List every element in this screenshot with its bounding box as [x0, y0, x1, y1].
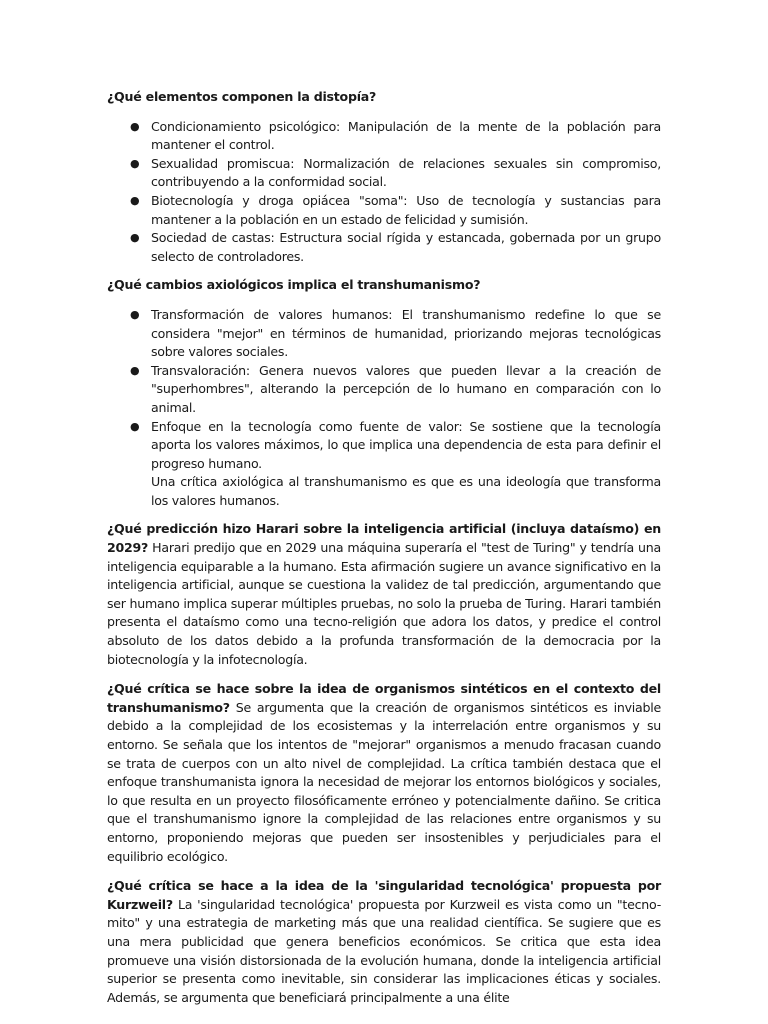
qa-question: ¿Qué crítica se hace sobre la idea de organismos sintéticos en el contexto del transhumanismo? [107, 681, 661, 715]
qa-paragraph-harari [107, 520, 661, 669]
list-item [107, 418, 661, 511]
bullet-icon: ● [130, 156, 140, 170]
section-heading: ¿Qué cambios axiológicos implica el transhumanismo? [107, 277, 481, 293]
bullet-icon: ● [130, 363, 140, 377]
list-item [107, 362, 661, 418]
list-item [107, 192, 661, 229]
list-item [107, 306, 661, 362]
list-item-text: Enfoque en la tecnología como fuente de valor: Se sostiene que la tecnología aporta los valores máximos, lo que implica una dependencia de esta para definir el progreso humano. [151, 418, 661, 471]
section-transhumanismo [107, 276, 661, 510]
qa-answer: Se argumenta que la creación de organismos sintéticos es inviable debido a la complejidad de los ecosistemas y la interrelación entre organismos y su entorno. Se señala que los intentos de "mejorar" organismos a menudo fracasan cuando se trata de cuerpos con un alto nivel de complejidad. La crítica también destaca que el enfoque transhumanista ignora la necesidad de mejorar los entornos biológicos y sociales, lo que resulta en un proyecto filosóficamente erróneo y potencialmente dañino. Se critica que el transhumanismo ignore la complejidad de las relaciones entre organismos y su entorno, proponiendo mejoras que pueden ser insostenibles y perjudiciales para el equilibrio ecológico. [107, 699, 661, 864]
bullet-icon: ● [130, 231, 140, 245]
list-item-text: Sociedad de castas: Estructura social rígida y estancada, gobernada por un grupo selecto de controladores. [151, 230, 661, 264]
qa-question: ¿Qué predicción hizo Harari sobre la inteligencia artificial (incluya dataísmo) en 2029? [107, 521, 661, 556]
qa-question: ¿Qué crítica se hace a la idea de la 'singularidad tecnológica' propuesta por Kurzweil? [107, 878, 661, 912]
list-item [107, 118, 661, 155]
list-item-text: Transformación de valores humanos: El transhumanismo redefine lo que se considera "mejor" en términos de humanidad, priorizando mejoras tecnológicas sobre valores sociales. [151, 306, 661, 360]
list-item [107, 155, 661, 192]
list-item-text: Condicionamiento psicológico: Manipulación de la mente de la población para mantener el control. [151, 118, 661, 153]
qa-paragraph-organismos [107, 680, 661, 866]
bullet-list [107, 306, 661, 511]
bullet-icon: ● [130, 419, 140, 433]
bullet-icon: ● [130, 119, 140, 133]
qa-paragraph-singularidad [107, 877, 661, 1007]
section-heading: ¿Qué elementos componen la distopía? [107, 89, 377, 104]
list-item-text: Sexualidad promiscua: Normalización de relaciones sexuales sin compromiso, contribuyendo a la conformidad social. [151, 155, 661, 190]
bullet-list [107, 118, 661, 267]
section-distopia [107, 88, 661, 266]
list-item [107, 229, 661, 266]
qa-answer: La 'singularidad tecnológica' propuesta por Kurzweil es vista como un "tecno-mito" y una estrategia de marketing más que una realidad científica. Se sugiere que es una mera publicidad que genera beneficios económicos. Se critica que esta idea promueve una visión distorsionada de la evolución humana, donde la inteligencia artificial superior se presenta como inevitable, sin considerar las implicaciones éticas y sociales. Además, se argumenta que beneficiará principalmente a una élite [107, 896, 661, 1005]
bullet-icon: ● [130, 193, 140, 207]
list-item-text: Transvaloración: Genera nuevos valores que pueden llevar a la creación de "superhombres", alterando la percepción de lo humano en comparación con lo animal. [151, 362, 661, 415]
bullet-icon: ● [130, 307, 140, 321]
list-item-text: Biotecnología y droga opiácea "soma": Uso de tecnología y sustancias para mantener a la población en un estado de felicidad y sumisión. [151, 192, 661, 227]
qa-answer: Harari predijo que en 2029 una máquina superaría el "test de Turing" y tendría una inteligencia equiparable a la humano. Esta afirmación sugiere un avance significativo en la inteligencia artificial, aunque se cuestiona la validez de tal predicción, argumentando que ser humano implica superar múltiples pruebas, no solo la prueba de Turing. Harari también presenta el dataísmo como una tecno-religión que adora los datos, y predice el control absoluto de los datos debido a la profunda transformación de la democracia por la biotecnología y la infotecnología. [107, 540, 661, 667]
document-page [107, 88, 661, 1018]
list-item-note: Una crítica axiológica al transhumanismo es que es una ideología que transforma los valores humanos. [151, 474, 661, 508]
